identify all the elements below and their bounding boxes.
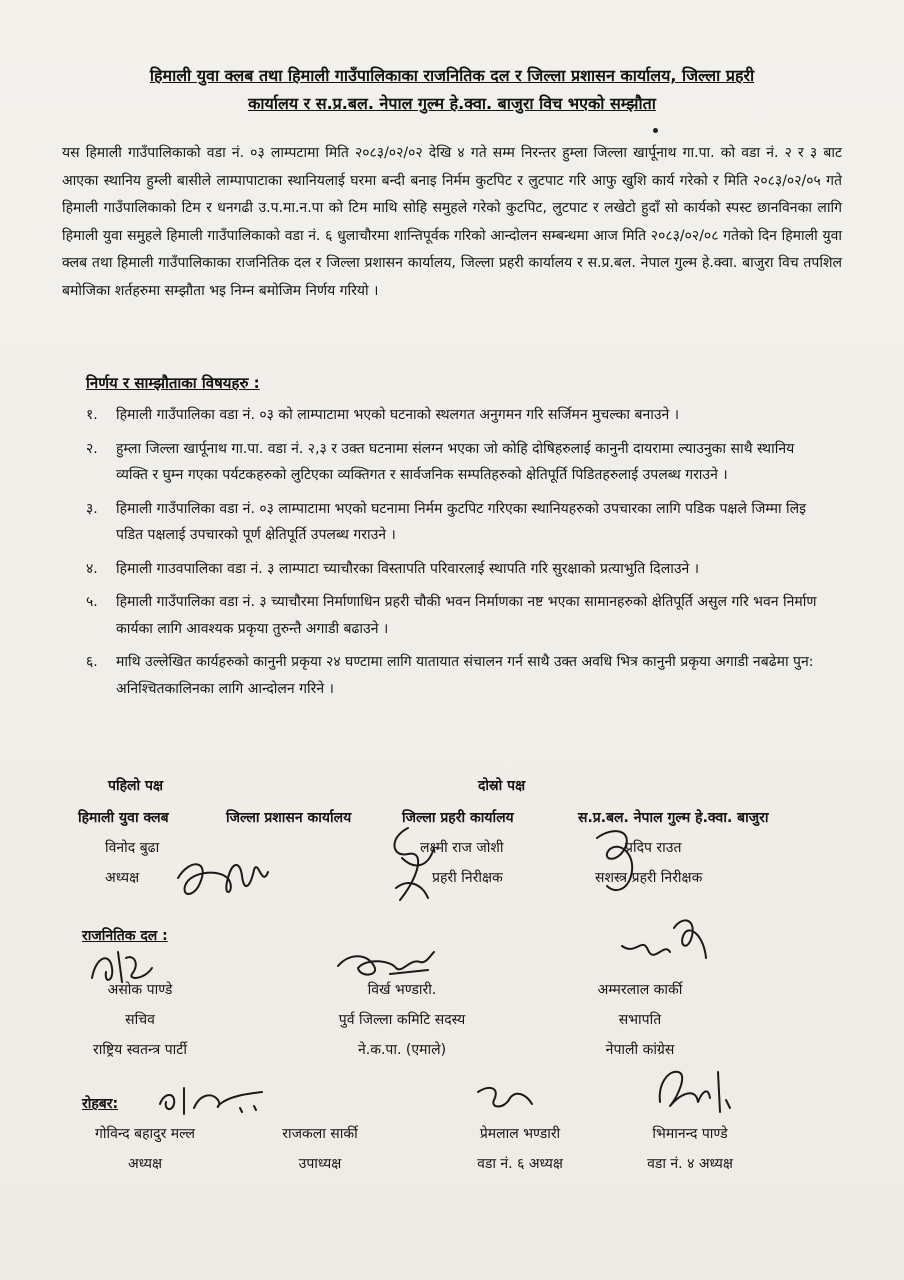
item-number: ५. (86, 594, 98, 610)
party-person-role: अध्यक्ष (105, 870, 140, 886)
agreement-title (90, 62, 814, 118)
witness-name: भिमानन्द पाण्डे (652, 1126, 728, 1142)
party-org-name: जिल्ला प्रहरी कार्यालय (402, 810, 514, 826)
decision-item (86, 436, 826, 489)
item-number: १. (86, 407, 98, 423)
signature-icon (378, 818, 448, 908)
decision-item (86, 496, 826, 549)
party-person-role: प्रहरी निरीक्षक (432, 870, 503, 886)
signature-icon (470, 1078, 540, 1118)
item-text: हिमाली गाउँपालिका वडा नं. ०३ को लाम्पाटामा भएको घटनाको स्थलगत अनुगमन गरि सर्जिमन मुचल्का बनाउने । (116, 407, 680, 423)
political-member-name: विर्ख भण्डारी. (367, 982, 437, 998)
witness-name: गोविन्द बहादुर मल्ल (95, 1126, 195, 1142)
item-number: २. (86, 440, 98, 457)
signature-icon (82, 938, 162, 993)
political-heading: राजनितिक दल : (82, 928, 168, 944)
political-member-party: नेपाली कांग्रेस (605, 1042, 675, 1058)
party-person-role: सशस्त्र प्रहरी निरीक्षक (595, 870, 703, 886)
decision-item (86, 402, 826, 429)
second-party-heading: दोस्रो पक्ष (478, 778, 526, 794)
political-member-name: असोक पाण्डे (107, 982, 173, 998)
item-number: ३. (86, 500, 98, 517)
political-member-role: सभापति (618, 1012, 662, 1028)
political-member-role: पुर्व जिल्ला कमिटि सदस्य (338, 1012, 466, 1028)
party-person-name: विनोद बुढा (105, 840, 160, 856)
witness-name: राजकला सार्की (282, 1126, 358, 1142)
decision-list (86, 402, 826, 709)
decision-item (86, 556, 826, 583)
witness-name: प्रेमलाल भण्डारी (479, 1126, 561, 1142)
item-text: हिमाली गाउँपालिका वडा नं. ३ च्याचौरमा निर्माणाधिन प्रहरी चौकी भवन निर्माणका नष्ट भएका सामानहरुको क्षेतिपूर्ति असुल गरि भवन निर्माण कार्यका लागि आवश्यक प्रकृया तुरुन्तै अगाडी बढाउने । (116, 594, 817, 637)
party-org-name: जिल्ला प्रशासन कार्यालय (226, 810, 352, 826)
first-party-heading: पहिलो पक्ष (108, 778, 163, 794)
signature-icon (330, 944, 440, 984)
signature-icon (612, 906, 712, 976)
decision-item (86, 649, 826, 702)
political-member-role: सचिव (125, 1012, 155, 1028)
signature-icon (150, 1078, 270, 1120)
signature-icon (585, 820, 655, 900)
party-person-name: प्रदिप राउत (625, 840, 682, 856)
witness-role: अध्यक्ष (127, 1156, 163, 1172)
item-number: ६. (86, 654, 98, 670)
item-text: हिमाली गाउँपालिका वडा नं. ०३ लाम्पाटामा भएको घटनामा निर्मम कुटपिट गरिएका स्थानियहरुको उपचारका लागि पडिक पक्षले जिम्मा लिइ पडित पक्षलाई उपचारको पूर्ण क्षेतिपूर्ति उपलब्ध गराउने । (116, 500, 807, 543)
item-text: माथि उल्लेखित कार्यहरुको कानुनी प्रकृया २४ घण्टामा लागि यातायात संचालन गर्न साथै उक्त अवधि भित्र कानुनी प्रकृया अगाडी नबढेमा पुन: अनिश्चितकालिनका लागि आन्दोलन गरिने । (116, 654, 814, 697)
section-heading: निर्णय र साम्झौताका विषयहरु : (86, 374, 260, 392)
political-member-name: अम्मरलाल कार्की (597, 982, 683, 998)
party-org-name: स.प्र.बल. नेपाल गुल्म हे.क्वा. बाजुरा (578, 810, 769, 826)
political-member-party: राष्ट्रिय स्वतन्त्र पार्टी (93, 1042, 187, 1058)
witness-role: वडा नं. ६ अध्यक्ष (477, 1156, 563, 1172)
item-text: हिमाली गाउवपालिका वडा नं. ३ लाम्पाटा च्याचौरका विस्तापति परिवारलाई स्थापति गरि सुरक्षाको प्रत्याभुति दिलाउने । (116, 560, 700, 577)
witness-heading: रोहबर: (82, 1096, 119, 1112)
title-line-2: कार्यालय र स.प्र.बल. नेपाल गुल्म हे.क्वा. बाजुरा विच भएको सम्झौता (248, 94, 656, 113)
witness-role: उपाध्यक्ष (298, 1156, 342, 1172)
signature-icon (170, 848, 280, 910)
party-org-name: हिमाली युवा क्लब (78, 810, 169, 826)
ink-dot (653, 128, 658, 133)
witness-role: वडा नं. ४ अध्यक्ष (647, 1156, 733, 1172)
decision-item (86, 589, 826, 642)
item-text: हुम्ला जिल्ला खार्पूनाथ गा.पा. वडा नं. २,३ र उक्त घटनामा संलग्न भएका जो कोहि दोषिहरुलाई कानुनी दायरामा ल्याउनुका साथै स्थानिय व्यक्ति र घुम्न गएका पर्यटकहरुको लुटिएका व्यक्तिगत र सार्वजनिक सम्पतिहरुको क्षेतिपूर्ति पिडितहरुलाई उपलब्ध गराउने । (116, 440, 795, 483)
intro-paragraph: यस हिमाली गाउँपालिकाको वडा नं. ०३ लाम्पटामा मिति २०८३/०२/०२ देखि ४ गते सम्म निरन्तर हुम्ला जिल्ला खार्पूनाथ गा.पा. को वडा नं. २ र ३ बाट आएका स्थानिय हुम्ली बासीले लाम्पापाटाका स्थानियलाई घरमा बन्दी बनाइ निर्मम कुटपिट र लुटपाट गरि आफु खुशि कार्य गरेको र मिति २०८३/०२/०५ गते हिमाली गाउँपालिकाको टिम र धनगढी उ.प.मा.न.पा को टिम माथि सोहि समुहले गरेको कुटपिट, लुटपाट र लखेटो हुदाँ सो कार्यको स्पस्ट छानविनका लागि हिमाली युवा समुहले हिमाली गाउँपालिकाको वडा नं. ६ धुलाचौरमा शान्तिपूर्वक गरिको आन्दोलन सम्बन्धमा आज मिति २०८३/०२/०८ गतेको दिन हिमाली युवा क्लब तथा हिमाली गाउँपालिकाका राजनितिक दल र जिल्ला प्रशासन कार्यालय, जिल्ला प्रहरी कार्यालय र स.प्र.बल. नेपाल गुल्म हे.क्वा. बाजुरा विच तपशिल बमोजिका शर्तहरुमा सम्झौता भइ निम्न बमोजिम निर्णय गरियो । (62, 145, 842, 299)
signature-icon (648, 1062, 738, 1122)
item-number: ४. (86, 560, 98, 577)
political-member-party: ने.क.पा. (एमाले) (357, 1042, 447, 1058)
title-line-1: हिमाली युवा क्लब तथा हिमाली गाउँपालिकाका राजनितिक दल र जिल्ला प्रशासन कार्यालय, जिल्ला प्रहरी (149, 66, 755, 85)
party-person-name: लक्ष्मी राज जोशी (420, 840, 504, 856)
